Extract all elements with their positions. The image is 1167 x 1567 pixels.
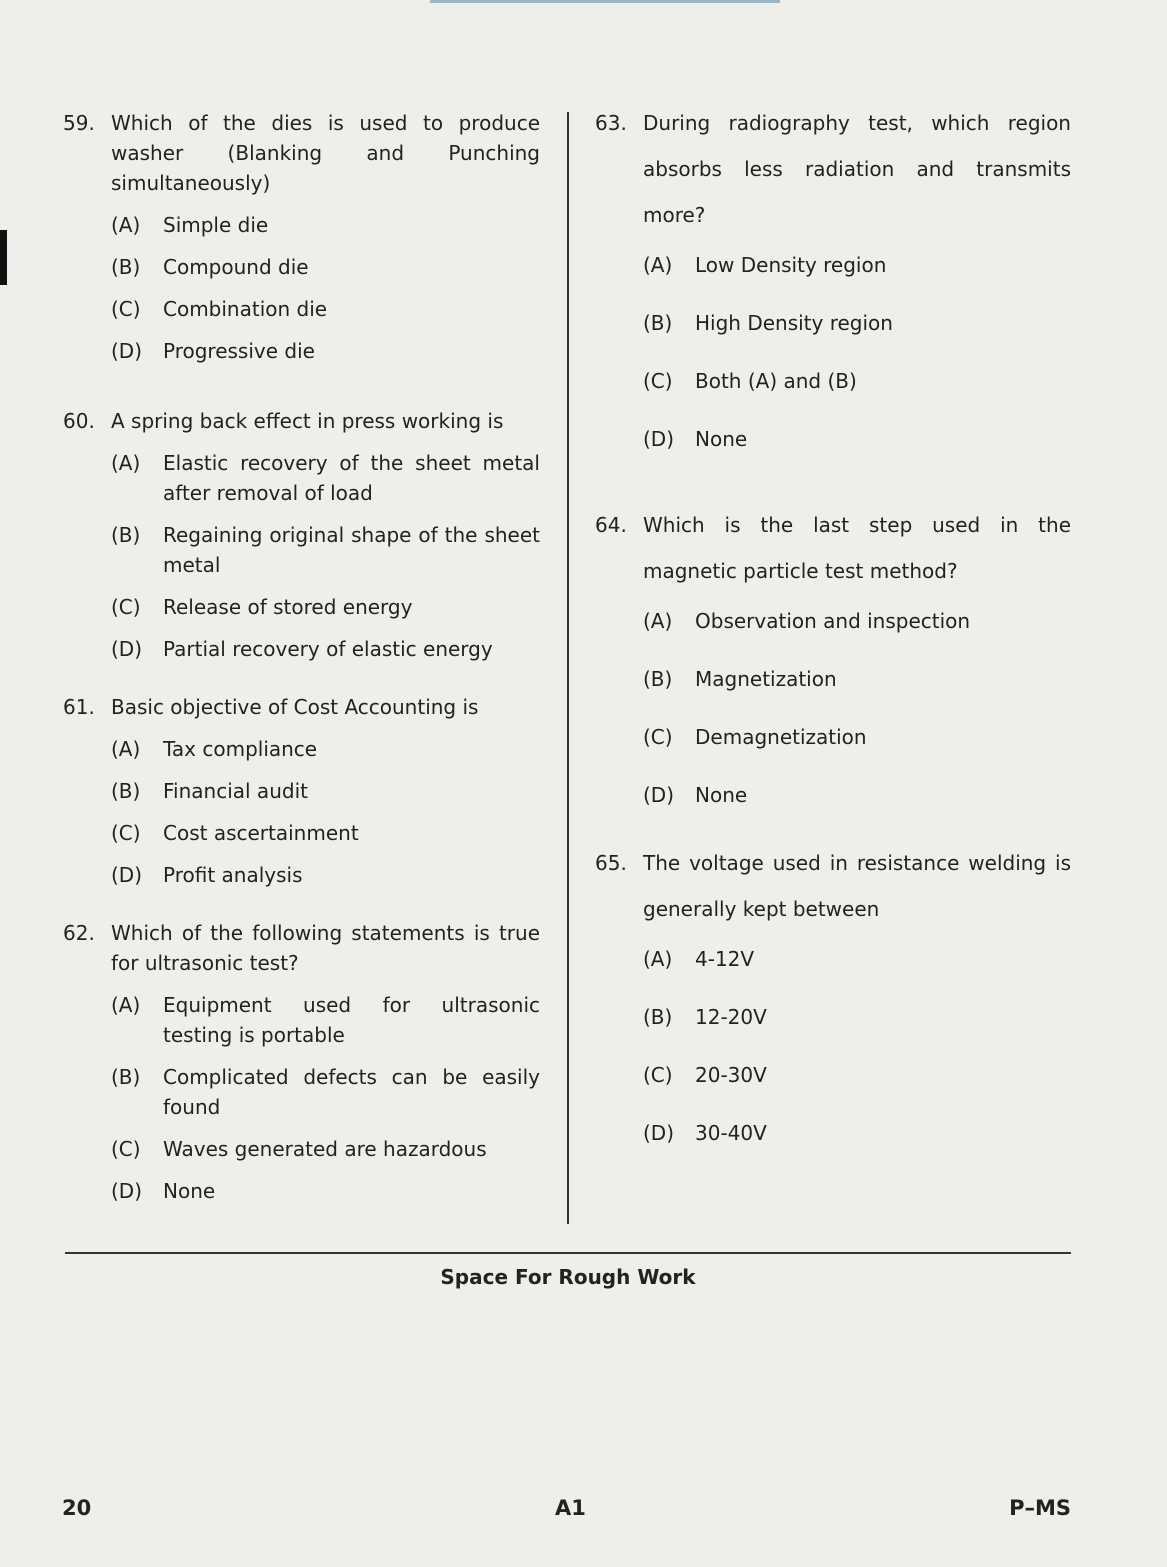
- option-c: [643, 366, 1071, 396]
- section-divider: [65, 1252, 1071, 1254]
- question-number: 63.: [595, 111, 627, 135]
- option-text: High Density region: [695, 311, 893, 335]
- option-b: [643, 308, 1071, 338]
- option-d: [111, 1176, 540, 1206]
- option-b: [111, 252, 540, 282]
- option-label: (A): [643, 609, 673, 633]
- option-text: Compound die: [163, 255, 309, 279]
- option-text: None: [695, 783, 748, 807]
- option-label: (D): [643, 427, 675, 451]
- option-label: (C): [111, 297, 141, 321]
- paper-code: P–MS: [1009, 1496, 1071, 1520]
- option-text: Partial recovery of elastic energy: [163, 637, 493, 661]
- option-label: (B): [111, 523, 141, 547]
- question-text: A spring back effect in press working is: [111, 409, 504, 433]
- question-number: 60.: [63, 409, 95, 433]
- option-label: (C): [643, 725, 673, 749]
- option-b: [111, 776, 540, 806]
- question-text: During radiography test, which region absorbs less radiation and transmits more?: [643, 111, 1071, 227]
- question-61: [63, 692, 540, 890]
- question-text: Which of the dies is used to produce washer (Blanking and Punching simultaneously): [111, 111, 540, 195]
- option-text: Equipment used for ultrasonic testing is portable: [163, 993, 540, 1047]
- option-text: 30-40V: [695, 1121, 767, 1145]
- booklet-series: A1: [555, 1496, 586, 1520]
- option-label: (B): [643, 667, 673, 691]
- question-63: [595, 108, 1071, 454]
- option-a: [111, 734, 540, 764]
- option-text: 4-12V: [695, 947, 755, 971]
- option-a: [111, 448, 540, 508]
- option-text: 20-30V: [695, 1063, 767, 1087]
- option-text: Profit analysis: [163, 863, 303, 887]
- option-label: (A): [643, 947, 673, 971]
- option-c: [111, 1134, 540, 1164]
- option-label: (C): [111, 595, 141, 619]
- option-text: Waves generated are hazardous: [163, 1137, 487, 1161]
- option-text: Cost ascertainment: [163, 821, 359, 845]
- option-label: (D): [643, 783, 675, 807]
- option-label: (D): [111, 339, 143, 363]
- left-column: [63, 108, 540, 1218]
- option-text: Financial audit: [163, 779, 308, 803]
- option-c: [111, 592, 540, 622]
- option-text: Observation and inspection: [695, 609, 971, 633]
- option-d: [643, 1118, 1071, 1148]
- option-a: [643, 606, 1071, 636]
- option-b: [643, 664, 1071, 694]
- option-d: [643, 780, 1071, 810]
- option-text: Combination die: [163, 297, 328, 321]
- option-label: (C): [111, 1137, 141, 1161]
- option-text: Complicated defects can be easily found: [163, 1065, 540, 1119]
- option-label: (A): [643, 253, 673, 277]
- option-a: [643, 944, 1071, 974]
- question-text: Which of the following statements is true for ultrasonic test?: [111, 921, 540, 975]
- question-number: 64.: [595, 513, 627, 537]
- option-label: (B): [111, 779, 141, 803]
- option-b: [111, 1062, 540, 1122]
- option-text: None: [695, 427, 748, 451]
- option-label: (B): [111, 1065, 141, 1089]
- option-text: Elastic recovery of the sheet metal after removal of load: [163, 451, 540, 505]
- option-c: [643, 722, 1071, 752]
- option-text: Release of stored energy: [163, 595, 413, 619]
- question-64: [595, 510, 1071, 810]
- question-text: Which is the last step used in the magnetic particle test method?: [643, 513, 1071, 583]
- question-65: [595, 848, 1071, 1148]
- option-a: [643, 250, 1071, 280]
- option-a: [111, 990, 540, 1050]
- question-number: 61.: [63, 695, 95, 719]
- option-label: (D): [111, 1179, 143, 1203]
- option-label: (D): [111, 637, 143, 661]
- question-text: Basic objective of Cost Accounting is: [111, 695, 479, 719]
- option-text: Low Density region: [695, 253, 887, 277]
- option-text: Tax compliance: [163, 737, 318, 761]
- option-d: [111, 860, 540, 890]
- question-number: 65.: [595, 851, 627, 875]
- rough-work-heading: Space For Rough Work: [440, 1265, 696, 1289]
- option-label: (A): [111, 451, 141, 475]
- right-column: [595, 108, 1071, 1176]
- option-label: (D): [111, 863, 143, 887]
- page-number: 20: [62, 1496, 92, 1520]
- question-59: [63, 108, 540, 366]
- column-divider: [567, 112, 569, 1224]
- option-text: Demagnetization: [695, 725, 867, 749]
- option-label: (D): [643, 1121, 675, 1145]
- option-text: Regaining original shape of the sheet metal: [163, 523, 540, 577]
- question-number: 59.: [63, 111, 95, 135]
- option-d: [643, 424, 1071, 454]
- option-d: [111, 336, 540, 366]
- option-label: (C): [643, 369, 673, 393]
- question-62: [63, 918, 540, 1206]
- option-label: (A): [111, 737, 141, 761]
- timing-mark: [0, 230, 7, 285]
- option-label: (B): [643, 1005, 673, 1029]
- option-b: [111, 520, 540, 580]
- top-edge-strip: [430, 0, 780, 3]
- option-text: None: [163, 1179, 216, 1203]
- option-label: (B): [643, 311, 673, 335]
- question-number: 62.: [63, 921, 95, 945]
- option-text: 12-20V: [695, 1005, 767, 1029]
- option-c: [643, 1060, 1071, 1090]
- option-b: [643, 1002, 1071, 1032]
- option-label: (A): [111, 993, 141, 1017]
- option-text: Magnetization: [695, 667, 837, 691]
- option-text: Both (A) and (B): [695, 369, 857, 393]
- option-text: Progressive die: [163, 339, 315, 363]
- option-d: [111, 634, 540, 664]
- option-label: (A): [111, 213, 141, 237]
- option-a: [111, 210, 540, 240]
- option-label: (C): [111, 821, 141, 845]
- option-c: [111, 294, 540, 324]
- option-text: Simple die: [163, 213, 269, 237]
- option-c: [111, 818, 540, 848]
- option-label: (B): [111, 255, 141, 279]
- question-text: The voltage used in resistance welding is generally kept between: [643, 851, 1071, 921]
- question-60: [63, 406, 540, 664]
- option-label: (C): [643, 1063, 673, 1087]
